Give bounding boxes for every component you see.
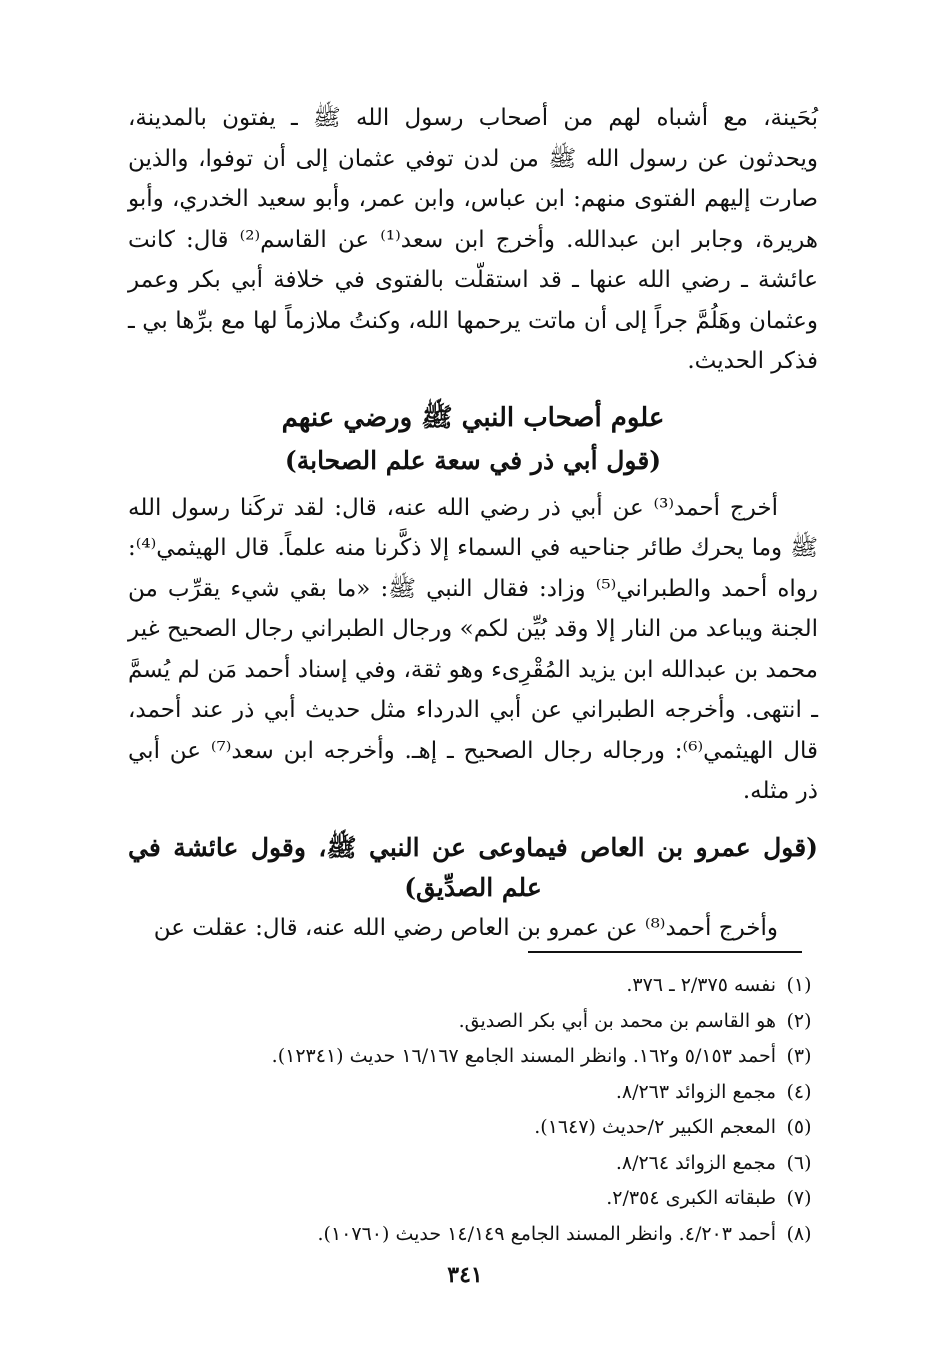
footnote-text: أحمد ٥/١٥٣ و١٦٢. وانظر المسند الجامع ١٦/١٦٧ حديث (١٢٣٤١).: [271, 1045, 776, 1067]
footnote-item: [122, 1181, 822, 1217]
footnote-text: المعجم الكبير ٢/حديث (١٦٤٧).: [534, 1116, 776, 1138]
footnote-item: [122, 1217, 822, 1253]
footnote-number: (٦): [786, 1151, 812, 1174]
footnote-number: (٤): [786, 1080, 812, 1103]
footnote-number: (١): [786, 974, 812, 996]
footnote-number: (٧): [786, 1187, 812, 1209]
page-number: ٣٤١: [447, 1262, 483, 1288]
footnote-divider: [528, 951, 802, 953]
paragraph-text: بُحَينة، مع أشباه لهم من أصحاب رسول الله ﷺ ـ يفتون بالمدينة، ويحدثون عن رسول الله ﷺ من لدن توفي عثمان إلى أن توفوا، والذين صارت إليهم الفتوى منهم: ابن عباس، وابن عمر، وأبو سعيد الخدري، وأبو هريرة، وجابر ابن عبدالله. وأخرج ابن سعد⁽¹⁾ عن القاسم⁽²⁾ قال: كانت عائشة ـ رضي الله عنها ـ قد استقلّت بالفتوى في خلافة أبي بكر وعمر وعثمان وهَلُمَّ جراً إلى أن ماتت يرحمها الله، وكنتُ ملازماً لها مع برِّها بي ـ فذكر الحديث.: [128, 105, 818, 374]
footnote-text: طبقاته الكبرى ٢/٣٥٤.: [606, 1187, 776, 1209]
footnote-item: [122, 1039, 822, 1075]
footnote-number: (٨): [786, 1222, 812, 1245]
footnote-text: نفسه ٢/٣٧٥ ـ ٣٧٦.: [626, 974, 776, 996]
footnote-text: مجمع الزوائد ٨/٢٦٤.: [615, 1151, 776, 1174]
paragraph-text: وأخرج أحمد⁽⁸⁾ عن عمرو بن العاص رضي الله عنه، قال: عقلت عن: [153, 914, 778, 941]
section-heading: علوم أصحاب النبي ﷺ ورضي عنهم: [281, 402, 665, 433]
footnotes-list: [122, 968, 822, 1252]
section-subheading: (قول أبي ذر في سعة علم الصحابة): [284, 445, 662, 475]
footnote-item: [122, 1146, 822, 1182]
paragraph-text: أخرج أحمد⁽³⁾ عن أبي ذر رضي الله عنه، قال: لقد تركَنا رسول الله ﷺ وما يحرك طائر جناحيه في السماء إلا ذكَّرنا منه علماً. قال الهيثمي⁽⁴⁾: رواه أحمد والطبراني⁽⁵⁾ وزاد: فقال النبي ﷺ: «ما بقي شيء يقرِّب من الجنة ويباعد من النار إلا وقد بُيِّن لكم» ورجال الطبراني رجال الصحيح غير محمد بن عبدالله ابن يزيد المُقْرِىء وهو ثقة، وفي إسناد أحمد مَن لم يُسمَّ ـ انتهى. وأخرجه الطبراني عن أبي الدرداء مثل حديث أبي ذر عند أحمد، قال الهيثمي⁽⁶⁾: ورجاله رجال الصحيح ـ إهـ. وأخرجه ابن سعد⁽⁷⁾ عن أبي ذر مثله.: [128, 494, 818, 804]
footnote-number: (٥): [786, 1116, 812, 1138]
footnote-item: [122, 1004, 822, 1040]
footnote-text: أحمد ٤/٢٠٣. وانظر المسند الجامع ١٤/١٤٩ حديث (١٠٧٦٠).: [317, 1222, 776, 1245]
footnote-number: (٣): [786, 1045, 812, 1067]
footnote-item: [122, 1075, 822, 1111]
page-body: [128, 98, 818, 948]
footnote-text: هو القاسم بن محمد بن أبي بكر الصديق.: [458, 1009, 776, 1032]
footnote-number: (٢): [786, 1009, 812, 1032]
section-subheading: (قول عمرو بن العاص فيماوعى عن النبي ﷺ، وقول عائشة في علم الصدِّيق): [128, 832, 818, 902]
footnote-item: [122, 1110, 822, 1146]
footnote-text: مجمع الزوائد ٨/٢٦٣.: [615, 1080, 776, 1103]
footnote-item: [122, 968, 822, 1004]
